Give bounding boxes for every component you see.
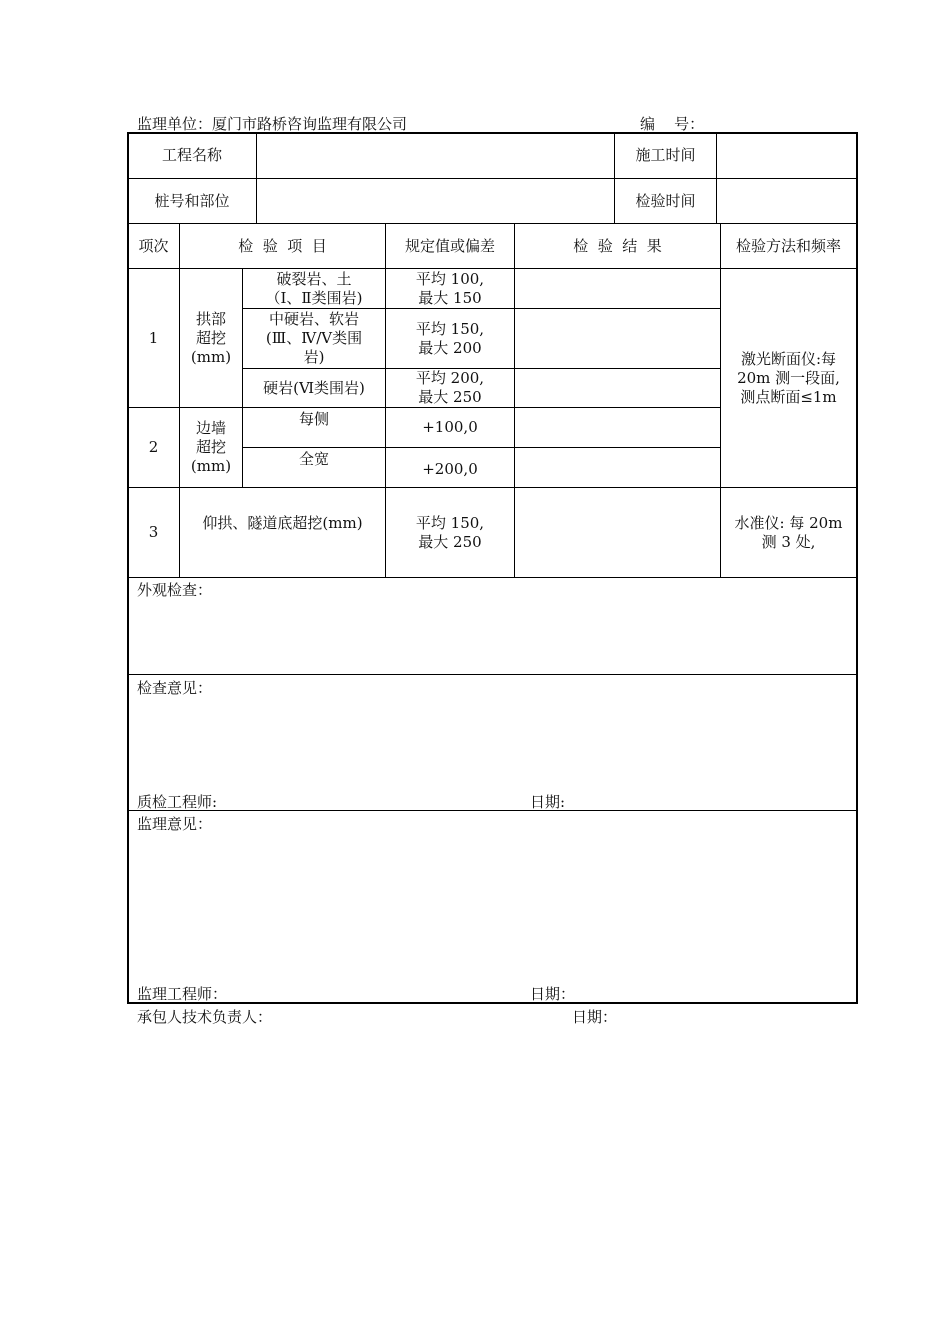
qc-date-label: 日期: [530, 793, 566, 811]
value-line: 平均 150, [415, 513, 485, 532]
row1-sub2-line: 中硬岩、软岩 [268, 310, 359, 328]
row2-no: 2 [148, 438, 159, 456]
row2-sub2: 全宽 [298, 450, 329, 468]
row1-group-line: (mm) [190, 347, 232, 366]
row1-sub2-line: (Ⅲ、Ⅳ/Ⅴ类围 [265, 329, 363, 347]
row1-sub1-line: （Ⅰ、Ⅱ类围岩) [265, 288, 363, 307]
row1-sub1 [243, 269, 385, 308]
row2-sub1: 每侧 [298, 410, 329, 428]
divider [128, 577, 857, 578]
value-line: 平均 150, [415, 319, 485, 338]
row1-sub1-line: 破裂岩、土 [276, 269, 352, 288]
col-method: 检验方法和频率 [735, 236, 841, 255]
method-line: 测 3 处, [761, 532, 816, 551]
value-line: 最大 200 [418, 338, 482, 357]
check-opinion-label: 检查意见： [137, 679, 213, 697]
row1-group-line: 拱部 [195, 309, 226, 328]
row2-group [180, 408, 242, 487]
supervising-engineer-label: 监理工程师： [137, 985, 228, 1003]
qc-engineer-label: 质检工程师: [137, 793, 218, 811]
row2-sub2-result-field[interactable] [515, 448, 720, 487]
row1-group [180, 269, 242, 407]
row2-group-line: 超挖 [195, 438, 226, 456]
appearance-field[interactable] [128, 600, 856, 672]
row1-sub2-result-field[interactable] [515, 309, 720, 368]
value-line: 最大 150 [418, 288, 482, 307]
construction-time-field[interactable] [717, 133, 856, 178]
method-line: 激光断面仪:每 [740, 349, 837, 368]
method-line: 20m 测一段面, [737, 368, 840, 387]
col-inspection-item: 检 验 项 目 [238, 236, 327, 255]
row1-sub1-value [386, 269, 514, 308]
number-label: 编 号： [640, 115, 705, 133]
supervisor-unit: 监理单位：厦门市路桥咨询监理有限公司 [137, 115, 408, 133]
supervision-opinion-field[interactable] [128, 836, 856, 976]
project-name-label: 工程名称 [161, 146, 222, 164]
value-line: 平均 200, [415, 369, 485, 387]
table-border-right [856, 132, 858, 1004]
table-border-bottom [127, 1002, 858, 1004]
divider [128, 810, 857, 811]
appearance-label: 外观检查： [137, 581, 213, 599]
row1-sub2-value [386, 309, 514, 368]
row1-sub2-line: 岩) [303, 348, 325, 366]
row1-no: 1 [148, 328, 159, 347]
station-part-field[interactable] [257, 179, 614, 223]
value-line: 最大 250 [418, 532, 482, 551]
row3-no: 3 [148, 523, 159, 541]
row2-group-line: (mm) [190, 457, 232, 475]
value-line: 平均 100, [415, 269, 485, 288]
row1-sub3-result-field[interactable] [515, 369, 720, 407]
row1-sub1-result-field[interactable] [515, 269, 720, 308]
row3-item: 仰拱、隧道底超挖(mm) [202, 514, 363, 532]
divider [128, 674, 857, 675]
station-part-label: 桩号和部位 [154, 191, 230, 210]
col-spec-value: 规定值或偏差 [404, 236, 495, 255]
row1-sub3-value [386, 369, 514, 407]
footer-date-label: 日期： [572, 1008, 618, 1026]
row2-sub1-result-field[interactable] [515, 408, 720, 447]
col-result: 检 验 结 果 [573, 236, 662, 255]
contractor-label: 承包人技术负责人： [137, 1008, 273, 1026]
row1-sub2 [243, 309, 385, 368]
row3-result-field[interactable] [515, 488, 720, 577]
value-line: 最大 250 [418, 388, 482, 406]
method-line: 测点断面≤1m [740, 387, 837, 406]
row3-method [721, 488, 856, 577]
row2-group-line: 边墙 [195, 419, 226, 437]
supervision-opinion-label: 监理意见： [137, 815, 213, 833]
supervision-date-label: 日期： [530, 985, 576, 1003]
row3-value [386, 488, 514, 577]
row1-group-line: 超挖 [195, 328, 226, 347]
col-item-no: 项次 [138, 236, 169, 255]
inspection-time-label: 检验时间 [635, 191, 696, 210]
row2-sub1-value: +100,0 [422, 418, 478, 436]
method-line: 水准仪: 每 20m [734, 513, 843, 532]
method-rows-1-2 [721, 269, 856, 487]
check-opinion-field[interactable] [128, 700, 856, 788]
inspection-time-field[interactable] [717, 179, 856, 223]
row2-sub2-value: +200,0 [422, 460, 478, 478]
construction-time-label: 施工时间 [635, 146, 696, 164]
row1-sub3: 硬岩(Ⅵ类围岩) [263, 378, 365, 397]
project-name-field[interactable] [257, 133, 614, 178]
